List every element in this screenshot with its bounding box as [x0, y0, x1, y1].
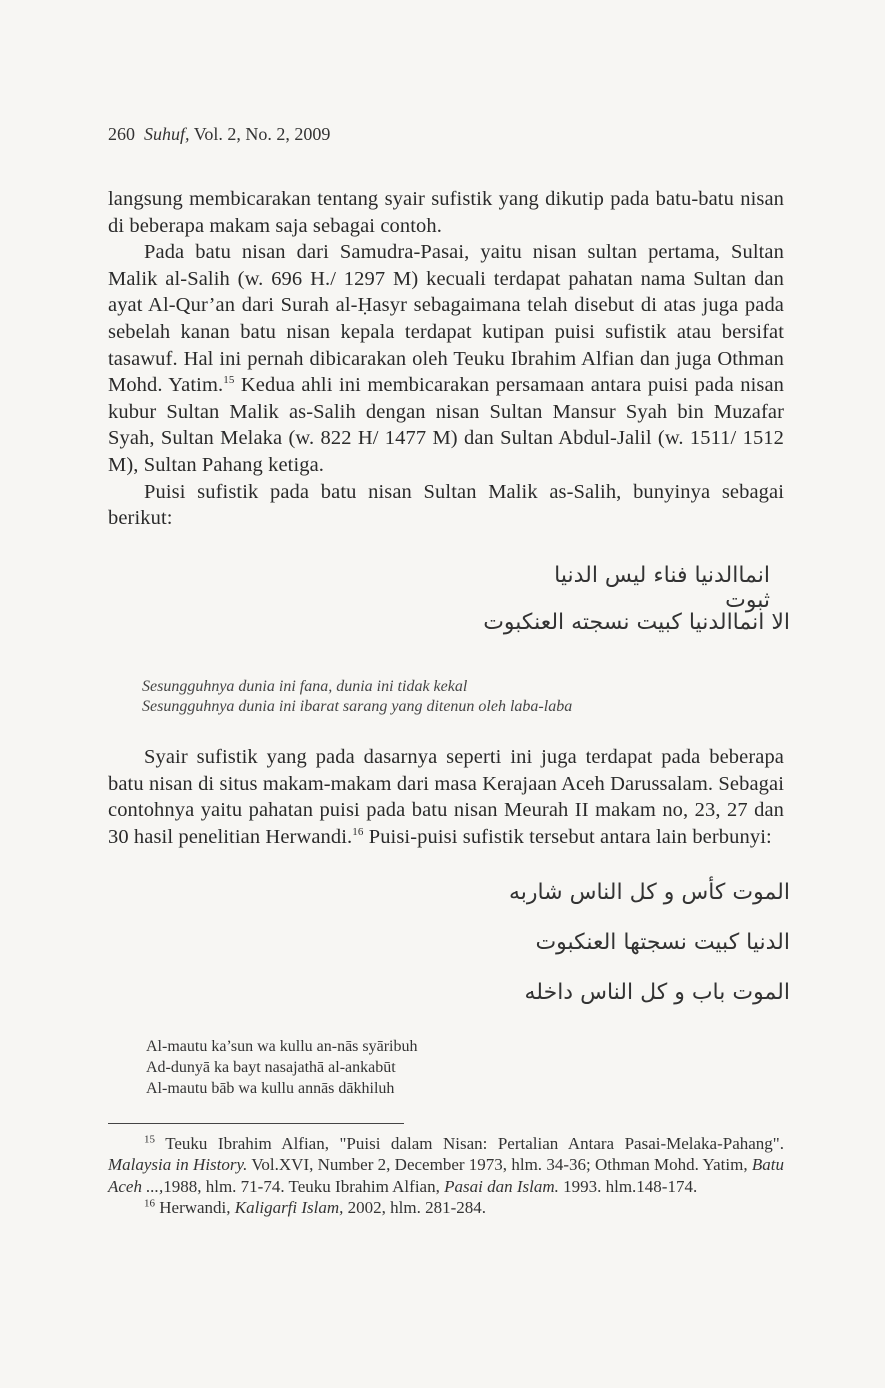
- footnote-15-title-b: Batu Aceh ...,: [108, 1155, 784, 1196]
- poem1-arabic-line1: انماالدنيا فناء ليس الدنيا ثبوت: [554, 563, 770, 613]
- footnote-15-title-c: Pasai dan Islam.: [444, 1176, 559, 1196]
- footnotes: [108, 1133, 784, 1218]
- paragraph-2-text-a: Pada batu nisan dari Samudra-Pasai, yaitu nisan sultan pertama, Sultan Malik al-Salih (w. 696 H./ 1297 M) kecuali terdapat pahatan nama Sultan dan ayat Al-Qur’an dari Surah al-Ḥasyr sebagaimana telah disebut di atas juga pada sebelah kanan batu nisan kepala terdapat kutipan puisi sufistik atau bersifat tasawuf. Hal ini pernah dibicarakan oleh Teuku Ibrahim Alfian dan juga Othman Mohd. Yatim.: [108, 241, 784, 397]
- poem2-arabic-line2: الدنيا كبيت نسجتها العنكبوت: [535, 930, 790, 955]
- poem1-arabic-line2: الا انماالدنيا كبيت نسجته العنكبوت: [483, 610, 790, 635]
- footnote-ref-16: 16: [352, 825, 364, 838]
- poem1-translation-line1: Sesungguhnya dunia ini fana, dunia ini tidak kekal: [142, 678, 468, 695]
- body-block-2: [108, 744, 784, 850]
- paragraph-2-text-b: Kedua ahli ini membicarakan persamaan antara puisi pada nisan kubur Sultan Malik as-Salih dengan nisan Sultan Mansur Syah bin Muzafar Syah, Sultan Melaka (w. 822 H/ 1477 M) dan Sultan Abdul-Jalil (w. 1511/ 1512 M), Sultan Pahang ketiga.: [108, 374, 785, 476]
- footnote-ref-15: 15: [223, 374, 235, 387]
- footnote-15-text-a: Teuku Ibrahim Alfian, "Puisi dalam Nisan: Pertalian Antara Pasai-Melaka-Pahang".: [155, 1134, 784, 1153]
- running-header: [108, 124, 330, 145]
- poem2-translit-line3: Al-mautu bāb wa kullu annās dākhiluh: [146, 1080, 395, 1097]
- paragraph-4: [108, 744, 784, 850]
- footnote-16-number: 16: [144, 1197, 155, 1210]
- footnote-16-text-a: Herwandi,: [155, 1197, 235, 1217]
- footnote-15-text-e: 1988, hlm. 71-74. Teuku Ibrahim Alfian,: [163, 1176, 445, 1196]
- paragraph-4-text-a: Syair sufistik yang pada dasarnya seperti ini juga terdapat pada beberapa batu nisan di situs makam-makam dari masa Kerajaan Aceh Darussalam. Sebagai contohnya yaitu pahatan puisi pada batu nisan Meurah II makam no, 23, 27 dan 30 hasil penelitian Herwandi.: [108, 746, 784, 848]
- journal-title: Suhuf,: [144, 124, 190, 144]
- footnote-16-text-c: 2002, hlm. 281-284.: [343, 1197, 487, 1217]
- body-block-1: [108, 186, 784, 532]
- poem2-translit-line1: Al-mautu ka’sun wa kullu an-nās syāribuh: [146, 1038, 418, 1055]
- journal-volume: Vol. 2, No. 2, 2009: [193, 124, 331, 144]
- footnote-divider: [108, 1123, 404, 1124]
- poem2-translit-line2: Ad-dunyā ka bayt nasajathā al-ankabūt: [146, 1059, 396, 1076]
- footnote-15-number: 15: [144, 1133, 155, 1146]
- paragraph-4-text-b: Puisi-puisi sufistik tersebut antara lain berbunyi:: [363, 825, 772, 848]
- page-number: 260: [108, 124, 135, 144]
- poem2-arabic-line3: الموت باب و كل الناس داخله: [524, 980, 790, 1005]
- paragraph-2: [108, 239, 784, 478]
- footnote-16-title: Kaligarfi Islam,: [234, 1197, 344, 1217]
- footnote-15: [108, 1133, 784, 1197]
- footnote-15-title-a: Malaysia in History.: [108, 1155, 248, 1175]
- footnote-15-text-c: Vol.XVI, Number 2, December 1973, hlm. 34-36; Othman Mohd. Yatim,: [247, 1155, 752, 1175]
- footnote-16: [108, 1197, 784, 1218]
- footnote-15-text-g: 1993. hlm.148-174.: [558, 1176, 698, 1196]
- paragraph-1: langsung membicarakan tentang syair sufistik yang dikutip pada batu-batu nisan di beberapa makam saja sebagai contoh.: [108, 188, 784, 237]
- paragraph-3: Puisi sufistik pada batu nisan Sultan Malik as-Salih, bunyinya sebagai berikut:: [108, 480, 784, 530]
- poem1-translation-line2: Sesungguhnya dunia ini ibarat sarang yang ditenun oleh laba-laba: [142, 698, 573, 715]
- poem2-arabic-line1: الموت كأس و كل الناس شاربه: [508, 880, 790, 905]
